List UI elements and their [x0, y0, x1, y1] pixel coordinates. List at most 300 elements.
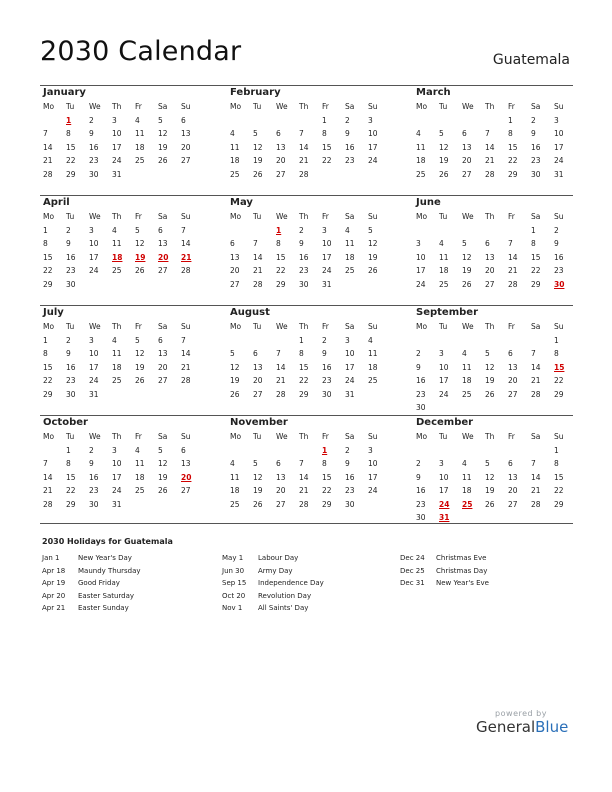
- day-cell: 11: [230, 472, 240, 482]
- day-cell: 20: [508, 486, 518, 495]
- day-cell: 4: [112, 225, 117, 235]
- day-cell: 5: [230, 349, 235, 358]
- day-cell: 9: [299, 239, 304, 248]
- day-cell: 17: [368, 472, 378, 482]
- day-cell: 26: [485, 389, 495, 399]
- empty-cell: [459, 334, 482, 348]
- empty-cell: [413, 444, 436, 458]
- day-cell: 20: [253, 376, 263, 385]
- weekday-header: Sa: [531, 102, 541, 111]
- day-cell: 1: [554, 445, 559, 455]
- day-cell: 31: [322, 279, 332, 289]
- day-cell: 22: [66, 156, 76, 165]
- day-cell: 6: [158, 335, 163, 345]
- month-day-grid: [40, 210, 200, 291]
- day-cell: 4: [230, 129, 235, 138]
- day-cell: 22: [299, 376, 309, 385]
- weekday-header: Tu: [66, 102, 75, 111]
- day-cell: 12: [135, 239, 145, 248]
- empty-cell: [413, 114, 436, 128]
- month-april: [40, 196, 200, 291]
- empty-cell: [273, 334, 296, 348]
- empty-cell: [528, 444, 551, 458]
- weekday-header: We: [276, 432, 288, 441]
- weekday-header: Su: [181, 432, 191, 441]
- day-cell: 2: [554, 225, 559, 235]
- day-cell: 15: [322, 472, 332, 482]
- day-cell: 27: [276, 169, 286, 179]
- day-cell: 7: [43, 459, 48, 468]
- month-day-grid: [413, 430, 573, 525]
- day-cell: 14: [531, 362, 541, 372]
- month-day-grid: [227, 210, 387, 291]
- empty-cell: [505, 334, 528, 348]
- weekday-header: Tu: [253, 322, 262, 331]
- holidays-title: 2030 Holidays for Guatemala: [42, 537, 173, 546]
- weekday-header: Mo: [416, 102, 428, 111]
- day-cell: 28: [253, 279, 263, 289]
- page-title: 2030 Calendar: [40, 36, 242, 67]
- holiday-name: Christmas Eve: [436, 554, 487, 562]
- weekday-header: Th: [299, 102, 309, 111]
- day-cell: 12: [439, 142, 449, 152]
- day-cell: 1: [322, 115, 327, 125]
- holiday-name: Easter Sunday: [78, 604, 129, 612]
- month-name: June: [416, 197, 441, 208]
- day-cell: 23: [531, 156, 541, 165]
- day-cell: 27: [508, 499, 518, 509]
- day-cell: 20: [230, 266, 240, 275]
- day-cell: 16: [531, 142, 541, 152]
- holiday-item: [42, 590, 141, 603]
- day-cell: 24: [112, 486, 122, 495]
- weekday-header: Th: [112, 102, 122, 111]
- month-day-grid: [40, 430, 200, 511]
- day-cell: 21: [508, 266, 518, 275]
- day-cell: 4: [345, 225, 350, 235]
- day-cell: 6: [181, 445, 186, 455]
- day-cell: 10: [439, 362, 449, 372]
- holiday-name: Independence Day: [258, 579, 324, 587]
- day-cell: 29: [508, 169, 518, 179]
- month-august: [227, 306, 387, 401]
- day-cell: 19: [158, 142, 168, 152]
- day-cell: 5: [158, 115, 163, 125]
- day-cell: 8: [508, 129, 513, 138]
- day-cell: 20: [158, 362, 168, 372]
- day-cell: 18: [135, 472, 145, 482]
- day-cell: 3: [416, 239, 421, 248]
- month-july: [40, 306, 200, 401]
- month-day-grid: [40, 320, 200, 401]
- day-cell: 29: [43, 279, 53, 289]
- weekday-header: Th: [112, 432, 122, 441]
- day-cell: 1: [43, 225, 48, 235]
- holiday-name: Revolution Day: [258, 591, 312, 600]
- day-cell: 16: [89, 472, 99, 482]
- weekday-header: Fr: [135, 432, 142, 441]
- day-cell: 21: [299, 486, 309, 495]
- holiday-name: All Saints' Day: [258, 604, 309, 612]
- day-cell: 10: [554, 129, 564, 138]
- holiday-date: Dec 24: [400, 554, 425, 562]
- day-cell: 29: [554, 389, 564, 399]
- month-name: November: [230, 417, 288, 428]
- day-cell: 13: [230, 252, 240, 262]
- day-cell: 17: [439, 486, 449, 495]
- day-cell: 2: [322, 335, 327, 345]
- day-cell: 15: [531, 252, 541, 262]
- holiday-item: [400, 552, 489, 565]
- month-february: [227, 86, 387, 181]
- day-cell: 24: [345, 376, 355, 385]
- empty-cell: [459, 114, 482, 128]
- day-cell: 27: [181, 156, 191, 165]
- day-cell: 1: [508, 115, 513, 125]
- day-cell: 22: [531, 266, 541, 275]
- day-cell: 18: [462, 486, 472, 495]
- day-cell: 21: [276, 376, 286, 385]
- weekday-header: Sa: [158, 432, 168, 441]
- month-name: August: [230, 307, 270, 318]
- weekday-header: Mo: [230, 322, 242, 331]
- day-cell: 12: [485, 362, 495, 372]
- day-cell: 31: [345, 389, 355, 399]
- weekday-header: Su: [368, 212, 378, 221]
- day-cell: 2: [89, 115, 94, 125]
- day-cell: 4: [135, 115, 140, 125]
- day-cell: 21: [485, 156, 495, 165]
- day-cell: 26: [135, 376, 145, 385]
- day-cell: 28: [299, 169, 309, 179]
- day-cell: 29: [43, 389, 53, 399]
- day-cell: 23: [299, 266, 309, 275]
- weekday-header: Th: [299, 212, 309, 221]
- day-cell: 7: [299, 459, 304, 468]
- day-cell: 18: [345, 252, 355, 262]
- day-cell: 29: [276, 279, 286, 289]
- day-cell: 11: [462, 472, 472, 482]
- holiday-date: Dec 25: [400, 566, 425, 575]
- weekday-header: We: [462, 102, 474, 111]
- holiday-name: Good Friday: [78, 579, 120, 587]
- day-cell: 23: [89, 486, 99, 495]
- day-cell: 2: [416, 349, 421, 358]
- day-cell: 22: [43, 376, 53, 385]
- day-cell: 5: [368, 225, 373, 235]
- day-cell: 3: [439, 349, 444, 358]
- day-cell: 19: [253, 486, 263, 495]
- holiday-item: [42, 602, 141, 615]
- day-cell: 28: [276, 389, 286, 399]
- day-cell: 31: [112, 169, 122, 179]
- day-cell: 26: [135, 266, 145, 275]
- holiday-day: 20: [158, 252, 169, 262]
- day-cell: 23: [345, 156, 355, 165]
- day-cell: 14: [531, 472, 541, 482]
- empty-cell: [482, 334, 505, 348]
- holiday-name: Easter Saturday: [78, 591, 135, 600]
- empty-cell: [296, 114, 319, 128]
- weekday-header: Tu: [66, 212, 75, 221]
- month-day-grid: [227, 320, 387, 401]
- day-cell: 15: [276, 252, 286, 262]
- day-cell: 21: [299, 156, 309, 165]
- day-cell: 9: [345, 129, 350, 138]
- empty-cell: [413, 224, 436, 238]
- day-cell: 16: [66, 252, 76, 262]
- day-cell: 30: [322, 389, 332, 399]
- day-cell: 20: [508, 376, 518, 385]
- holiday-item: [222, 602, 324, 615]
- day-cell: 1: [554, 335, 559, 345]
- day-cell: 10: [368, 459, 378, 468]
- day-cell: 14: [299, 142, 309, 152]
- day-cell: 14: [276, 362, 286, 372]
- weekday-header: Fr: [508, 212, 515, 221]
- day-cell: 13: [485, 252, 495, 262]
- day-cell: 25: [135, 486, 145, 495]
- day-cell: 8: [531, 239, 536, 248]
- day-cell: 9: [89, 129, 94, 138]
- holiday-item: [42, 565, 141, 578]
- day-cell: 18: [462, 376, 472, 385]
- day-cell: 8: [276, 239, 281, 248]
- weekday-header: Tu: [253, 432, 262, 441]
- month-march: [413, 86, 573, 181]
- day-cell: 26: [485, 499, 495, 509]
- weekday-header: Fr: [322, 322, 329, 331]
- day-cell: 18: [112, 362, 122, 372]
- row-divider: [40, 415, 573, 416]
- weekday-header: Su: [181, 212, 191, 221]
- month-november: [227, 416, 387, 511]
- holiday-date: Jan 1: [42, 554, 60, 562]
- day-cell: 26: [439, 169, 449, 179]
- day-cell: 3: [89, 225, 94, 235]
- day-cell: 29: [531, 279, 541, 289]
- weekday-header: Su: [181, 322, 191, 331]
- day-cell: 28: [485, 169, 495, 179]
- day-cell: 27: [508, 389, 518, 399]
- day-cell: 13: [158, 239, 168, 248]
- day-cell: 4: [416, 129, 421, 138]
- month-june: [413, 196, 573, 291]
- day-cell: 24: [89, 376, 99, 385]
- holiday-item: [222, 552, 324, 565]
- empty-cell: [482, 224, 505, 238]
- weekday-header: Th: [485, 102, 495, 111]
- day-cell: 16: [554, 252, 564, 262]
- empty-cell: [296, 444, 319, 458]
- day-cell: 3: [368, 445, 373, 455]
- day-cell: 24: [554, 156, 564, 165]
- weekday-header: Mo: [230, 212, 242, 221]
- day-cell: 15: [43, 252, 53, 262]
- weekday-header: Th: [112, 212, 122, 221]
- day-cell: 26: [230, 389, 240, 399]
- weekday-header: Fr: [322, 432, 329, 441]
- weekday-header: Fr: [322, 102, 329, 111]
- day-cell: 29: [66, 499, 76, 509]
- weekday-header: Th: [485, 322, 495, 331]
- empty-cell: [459, 444, 482, 458]
- month-name: July: [43, 307, 64, 318]
- day-cell: 12: [462, 252, 472, 262]
- holiday-date: Apr 21: [42, 604, 66, 612]
- weekday-header: We: [89, 322, 101, 331]
- holiday-name: Army Day: [258, 566, 293, 575]
- day-cell: 29: [299, 389, 309, 399]
- day-cell: 12: [158, 459, 168, 468]
- holiday-name: New Year's Eve: [436, 579, 489, 587]
- day-cell: 25: [439, 279, 449, 289]
- day-cell: 6: [485, 239, 490, 248]
- day-cell: 23: [322, 376, 332, 385]
- day-cell: 29: [66, 169, 76, 179]
- day-cell: 7: [43, 129, 48, 138]
- weekday-header: Tu: [439, 102, 448, 111]
- month-name: September: [416, 307, 478, 318]
- holiday-date: Apr 18: [42, 566, 66, 575]
- day-cell: 13: [276, 142, 286, 152]
- day-cell: 28: [43, 169, 53, 179]
- empty-cell: [227, 444, 250, 458]
- day-cell: 29: [322, 499, 332, 509]
- day-cell: 17: [345, 362, 355, 372]
- holiday-day: 20: [181, 472, 192, 482]
- month-january: [40, 86, 200, 181]
- holiday-item: [400, 577, 489, 590]
- weekday-header: Tu: [253, 102, 262, 111]
- day-cell: 11: [462, 362, 472, 372]
- empty-cell: [40, 444, 63, 458]
- weekday-header: Th: [485, 432, 495, 441]
- day-cell: 5: [485, 349, 490, 358]
- empty-cell: [436, 444, 459, 458]
- weekday-header: Fr: [135, 322, 142, 331]
- day-cell: 11: [345, 239, 355, 248]
- weekday-header: Th: [485, 212, 495, 221]
- day-cell: 28: [508, 279, 518, 289]
- day-cell: 15: [43, 362, 53, 372]
- weekday-header: Tu: [253, 212, 262, 221]
- day-cell: 2: [66, 225, 71, 235]
- weekday-header: Mo: [43, 212, 55, 221]
- weekday-header: Sa: [158, 322, 168, 331]
- day-cell: 11: [439, 252, 449, 262]
- day-cell: 23: [416, 389, 426, 399]
- day-cell: 26: [368, 266, 378, 275]
- day-cell: 15: [299, 362, 309, 372]
- brand-logo[interactable]: [476, 709, 569, 736]
- day-cell: 23: [66, 376, 76, 385]
- day-cell: 22: [276, 266, 286, 275]
- day-cell: 10: [368, 129, 378, 138]
- day-cell: 3: [89, 335, 94, 345]
- day-cell: 12: [135, 349, 145, 358]
- holiday-date: Sep 15: [222, 579, 247, 587]
- day-cell: 30: [66, 279, 76, 289]
- day-cell: 27: [253, 389, 263, 399]
- holiday-day: 1: [66, 115, 72, 125]
- day-cell: 4: [439, 239, 444, 248]
- day-cell: 22: [554, 376, 564, 385]
- day-cell: 12: [253, 142, 263, 152]
- day-cell: 22: [66, 486, 76, 495]
- day-cell: 21: [531, 486, 541, 495]
- day-cell: 26: [158, 486, 168, 495]
- holiday-name: Christmas Day: [436, 566, 488, 575]
- weekday-header: Su: [554, 102, 564, 111]
- day-cell: 27: [462, 169, 472, 179]
- brand-name-part1: General: [476, 718, 536, 736]
- day-cell: 2: [416, 459, 421, 468]
- weekday-header: Tu: [439, 212, 448, 221]
- month-day-grid: [413, 210, 573, 291]
- holiday-day: 1: [322, 445, 328, 455]
- day-cell: 27: [485, 279, 495, 289]
- day-cell: 12: [485, 472, 495, 482]
- holidays-column: [222, 552, 324, 615]
- holiday-name: Labour Day: [258, 554, 299, 562]
- day-cell: 15: [508, 142, 518, 152]
- day-cell: 24: [368, 486, 378, 495]
- weekday-header: Th: [299, 432, 309, 441]
- day-cell: 4: [368, 335, 373, 345]
- day-cell: 8: [322, 459, 327, 468]
- holiday-date: Oct 20: [222, 591, 246, 600]
- day-cell: 14: [181, 239, 191, 248]
- day-cell: 6: [276, 459, 281, 468]
- weekday-header: Sa: [531, 322, 541, 331]
- weekday-header: Tu: [66, 322, 75, 331]
- day-cell: 14: [181, 349, 191, 358]
- day-cell: 18: [230, 156, 240, 165]
- empty-cell: [227, 224, 250, 238]
- day-cell: 9: [554, 239, 559, 248]
- day-cell: 19: [485, 486, 495, 495]
- empty-cell: [505, 224, 528, 238]
- day-cell: 14: [299, 472, 309, 482]
- day-cell: 17: [439, 376, 449, 385]
- day-cell: 4: [112, 335, 117, 345]
- day-cell: 4: [462, 459, 467, 468]
- weekday-header: Sa: [158, 102, 168, 111]
- weekday-header: Sa: [345, 102, 355, 111]
- empty-cell: [250, 224, 273, 238]
- day-cell: 4: [135, 445, 140, 455]
- day-cell: 20: [462, 156, 472, 165]
- day-cell: 3: [368, 115, 373, 125]
- day-cell: 2: [66, 335, 71, 345]
- day-cell: 24: [416, 279, 426, 289]
- day-cell: 2: [345, 445, 350, 455]
- weekday-header: We: [276, 322, 288, 331]
- day-cell: 9: [531, 129, 536, 138]
- day-cell: 13: [508, 362, 518, 372]
- day-cell: 8: [66, 459, 71, 468]
- day-cell: 27: [181, 486, 191, 495]
- day-cell: 22: [322, 156, 332, 165]
- empty-cell: [250, 114, 273, 128]
- weekday-header: We: [462, 322, 474, 331]
- day-cell: 1: [531, 225, 536, 235]
- day-cell: 25: [230, 499, 240, 509]
- day-cell: 8: [554, 349, 559, 358]
- holiday-day: 1: [276, 225, 282, 235]
- holiday-name: New Year's Day: [78, 554, 132, 562]
